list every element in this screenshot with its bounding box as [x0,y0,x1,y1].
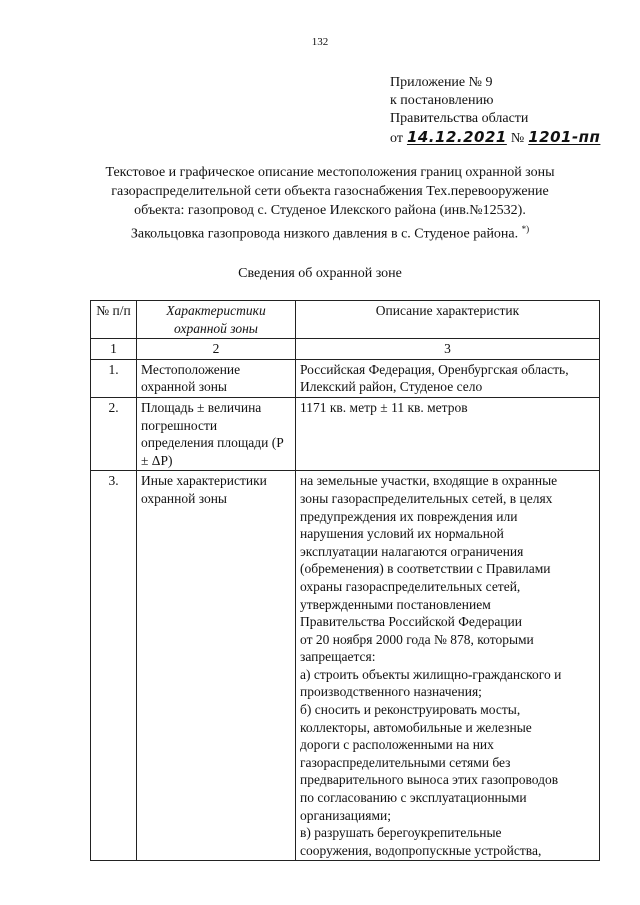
desc-line: коллекторы, автомобильные и железные [300,719,532,735]
row-name: Местоположение охранной зоны [137,359,296,397]
section-subtitle: Сведения об охранной зоне [238,266,402,281]
page-number: 132 [311,36,329,48]
desc-line: газораспределительными сетями без [300,754,511,770]
desc-line: зоны газораспределительных сетей, в целях [300,490,553,506]
desc-line: (обременения) в соответствии с Правилами [300,561,551,577]
handwritten-number: 1201-пп [528,128,601,146]
index-cell-2: 2 [137,339,296,360]
row-num: 3. [91,471,137,861]
desc-line: от 20 ноября 2000 года № 878, которыми [300,631,534,647]
document-title [100,163,560,244]
desc-line: сооружения, водопропускные устройства, [300,842,542,858]
desc-line: по согласованию с эксплуатационными [300,790,527,806]
appendix-block [390,74,600,148]
desc-line: предварительного выноса этих газопроводов [300,772,559,788]
protection-zone-table [90,300,600,861]
number-prefix: № [510,131,525,146]
desc-line: организациями; [300,807,391,823]
handwritten-date: 14.12.2021 [406,128,507,146]
desc-line: эксплуатации налагаются ограничения [300,543,524,559]
desc-line: предупреждения их повреждения или [300,508,518,524]
date-prefix: от [390,131,403,146]
appendix-date-line [390,128,600,148]
desc-line: охраны газораспределительных сетей, [300,578,521,594]
header-num: № п/п [91,301,137,339]
desc-line: нарушения условий их нормальной [300,526,504,542]
desc-line: а) строить объекты жилищно-гражданского и [300,666,562,682]
desc-line: запрещается: [300,649,376,665]
table-header-row [91,301,600,339]
table-row [91,471,600,861]
appendix-line-2: к постановлению [390,93,494,108]
desc-line: на земельные участки, входящие в охранные [300,473,558,489]
table-row [91,397,600,470]
desc-line: дороги с расположенными на них [300,737,494,753]
desc-line: в) разрушать берегоукрепительные [300,825,502,841]
row-name: Площадь ± величина погрешности определения площади (P ± ΔP) [137,397,296,470]
desc-line: б) сносить и реконструировать мосты, [300,702,521,718]
index-cell-3: 3 [296,339,600,360]
row-desc: Российская Федерация, Оренбургская область, Илекский район, Студеное село [296,359,600,397]
index-cell-1: 1 [91,339,137,360]
row-desc [296,471,600,861]
table-index-row [91,339,600,360]
header-characteristics: Характеристики охранной зоны [137,301,296,339]
header-description: Описание характеристик [296,301,600,339]
table-clip [90,300,602,905]
row-num: 2. [91,397,137,470]
desc-line: производственного назначения; [300,684,482,700]
title-footnote: *) [521,224,530,234]
appendix-line-3: Правительства области [390,111,529,126]
table-row [91,359,600,397]
desc-line: Правительства Российской Федерации [300,614,522,630]
title-text: Текстовое и графическое описание местоположения границ охранной зоны газораспределительной сети объекта газоснабжения Тех.перевооружение объекта: газопровод с. Студеное Илекского района (инв.№12532). Закольцовка газопровода низкого давления в с. Студеное района. [105,165,555,242]
row-desc: 1171 кв. метр ± 11 кв. метров [296,397,600,470]
appendix-line-1: Приложение № 9 [390,75,493,90]
row-name: Иные характеристики охранной зоны [137,471,296,861]
row-num: 1. [91,359,137,397]
desc-line: утвержденными постановлением [300,596,491,612]
